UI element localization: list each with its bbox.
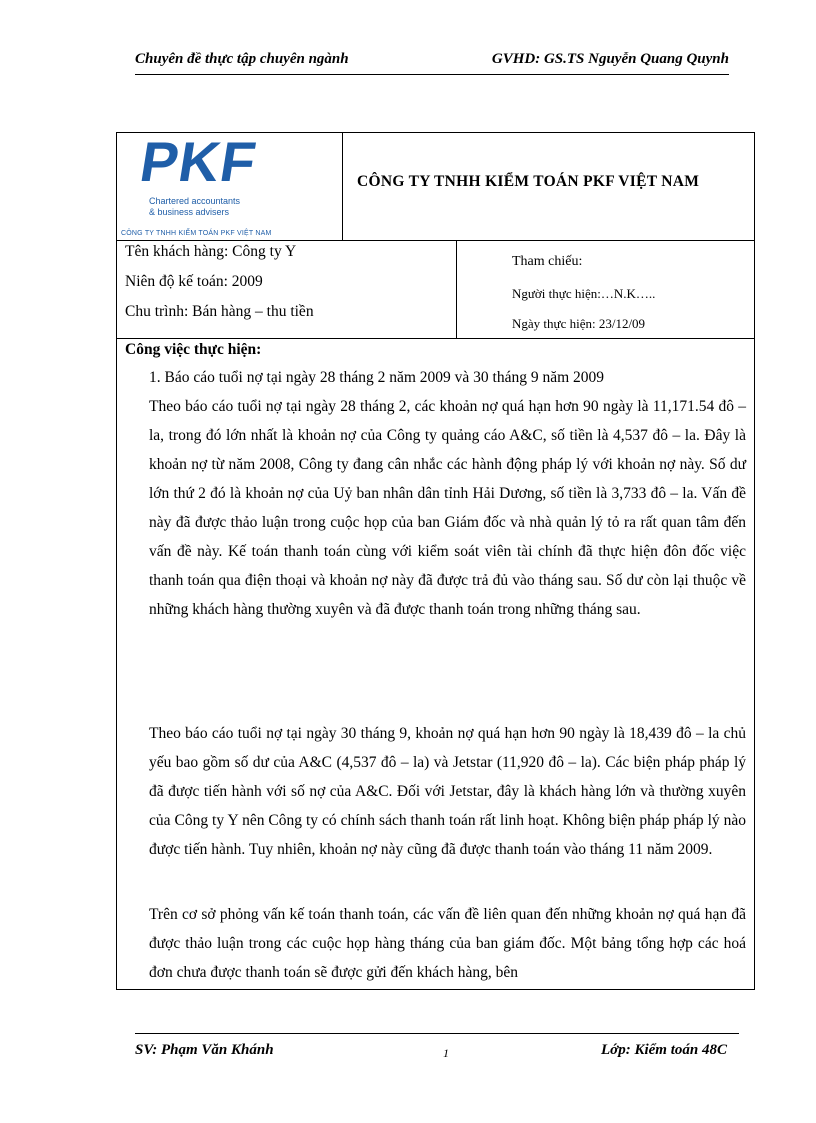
header-course-title: Chuyên đề thực tập chuyên ngành: [135, 51, 349, 67]
page-footer: [135, 1033, 739, 1062]
page-header: [135, 48, 729, 75]
pkf-logo: PKF: [136, 130, 261, 193]
page-number: 1: [443, 1046, 449, 1060]
header-supervisor: GVHD: GS.TS Nguyễn Quang Quynh: [491, 51, 729, 67]
paragraph-1: Theo báo cáo tuổi nợ tại ngày 28 tháng 2, các khoản nợ quá hạn hơn 90 ngày là 11,171.54 đô – la, trong đó lớn nhất là khoản nợ của Công ty quảng cáo A&C, số tiền là 4,537 đô – la. Đây là khoản nợ từ năm 2008, Công ty đang cân nhắc các hành động pháp lý với khoản nợ này. Số dư lớn thứ 2 đó là khoản nợ của Uỷ ban nhân dân tỉnh Hải Dương, số tiền là 3,733 đô – la. Vấn đề này đã được thảo luận trong cuộc họp của ban Giám đốc và nhà quản lý tỏ ra rất quan tâm đến vấn đề này. Kế toán thanh toán cùng với kiểm soát viên tài chính đã thực hiện đôn đốc việc thanh toán qua điện thoại và khoản nợ này đã được trả đủ vào tháng sau. Số dư còn lại thuộc về những khách hàng thường xuyên và đã được thanh toán trong những tháng sau.: [149, 398, 746, 618]
client-name: Tên khách hàng: Công ty Y: [125, 243, 297, 260]
company-name: CÔNG TY TNHH KIỂM TOÁN PKF VIỆT NAM: [357, 173, 700, 190]
fiscal-year: Niên độ kế toán: 2009: [125, 273, 263, 290]
working-paper-frame: [116, 132, 755, 990]
reference-cell: [457, 241, 754, 339]
performer: Người thực hiện:…N.K…..: [512, 286, 656, 301]
footer-student: SV: Phạm Văn Khánh: [135, 1042, 274, 1058]
company-cell: [343, 133, 754, 241]
logo-company-line: CÔNG TY TNHH KIỂM TOÁN PKF VIỆT NAM: [121, 230, 272, 237]
reference-label: Tham chiếu:: [512, 254, 583, 269]
paragraph-2: Theo báo cáo tuổi nợ tại ngày 30 tháng 9, khoản nợ quá hạn hơn 90 ngày là 18,439 đô – la chủ yếu bao gồm số dư của A&C (4,537 đô – la) và Jetstar (11,920 đô – la). Các biện pháp pháp lý đã được tiến hành với số nợ của A&C. Đối với Jetstar, đây là khách hàng lớn và thường xuyên của Công ty Y nên Công ty có chính sách thanh toán rất linh hoạt. Không biện pháp pháp lý nào được tiến hành. Tuy nhiên, khoản nợ này cũng đã được thanh toán vào tháng 11 năm 2009.: [149, 725, 746, 858]
work-item-1: 1. Báo cáo tuổi nợ tại ngày 28 tháng 2 năm 2009 và 30 tháng 9 năm 2009: [149, 369, 605, 386]
logo-cell: [117, 130, 343, 241]
logo-tagline-1: Chartered accountants: [149, 196, 241, 206]
audit-cycle: Chu trình: Bán hàng – thu tiền: [125, 303, 314, 320]
client-info-cell: [117, 241, 457, 339]
paragraph-3: Trên cơ sở phỏng vấn kế toán thanh toán, các vấn đề liên quan đến những khoản nợ quá hạn đã được thảo luận trong các cuộc họp hàng tháng của ban giám đốc. Một bảng tổng hợp các hoá đơn chưa được thanh toán sẽ được gửi đến khách hàng, bên: [149, 906, 746, 981]
performed-date: Ngày thực hiện: 23/12/09: [512, 316, 646, 331]
work-title: Công việc thực hiện:: [125, 341, 262, 358]
logo-tagline-2: & business advisers: [149, 207, 230, 217]
footer-class: Lớp: Kiểm toán 48C: [601, 1042, 727, 1058]
